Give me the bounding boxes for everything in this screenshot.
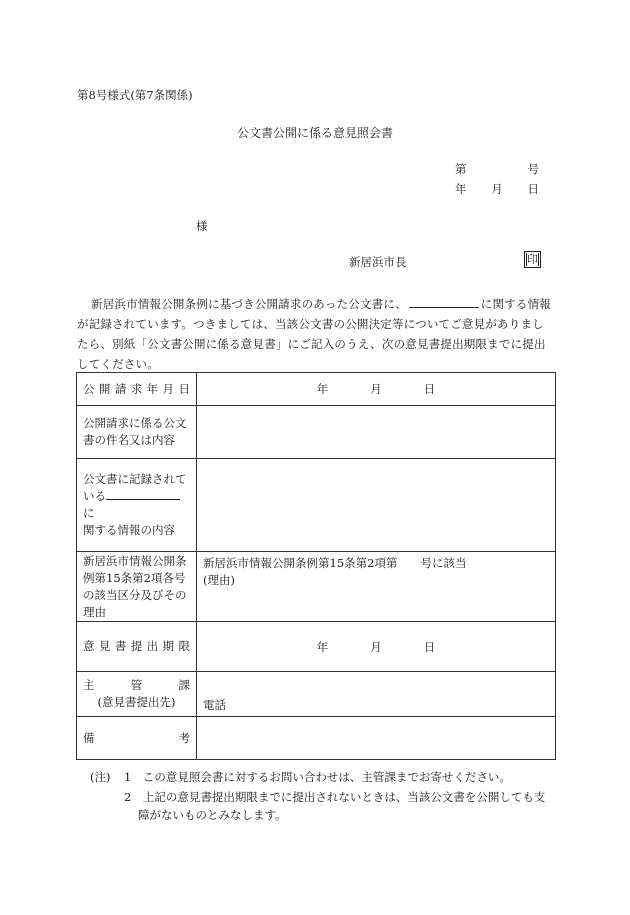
notes-heading: (注) <box>90 770 111 784</box>
label-char: 見 <box>98 639 111 653</box>
label-line: の該当区分及びその <box>83 587 187 602</box>
remarks-value[interactable] <box>197 717 556 760</box>
note-2-cont: 障がないものとみなします。 <box>138 808 287 822</box>
note-1: 1 この意見照会書に対するお問い合わせは、主管課までお寄せください。 <box>124 770 511 784</box>
remarks-label <box>77 717 197 760</box>
table-row <box>77 373 556 406</box>
label-line: 新居浜市情報公開条 <box>83 553 187 568</box>
deadline-label <box>77 622 197 672</box>
label-part: に <box>83 506 95 520</box>
table-row <box>77 622 556 672</box>
table-row <box>77 406 556 459</box>
document-subject-value[interactable] <box>197 406 556 459</box>
recorded-info-label <box>77 459 197 552</box>
label-line: 理由 <box>83 604 106 619</box>
date-day: 日 <box>423 639 436 654</box>
label-line: 書の件名又は内容 <box>83 433 175 447</box>
department-value[interactable] <box>197 672 556 717</box>
value-line: 新居浜市情報公開条例第15条第2項第 号に該当 <box>203 556 467 570</box>
label-char: 意 <box>83 639 95 653</box>
label-char: 管 <box>130 678 143 692</box>
date-month: 月 <box>491 182 503 196</box>
label-line: (意見書提出先) <box>97 695 176 709</box>
info-table <box>76 372 556 760</box>
document-number <box>455 161 539 177</box>
recorded-info-value[interactable] <box>197 459 556 552</box>
ordinance-clause-label <box>77 552 197 622</box>
blank-line <box>409 296 479 308</box>
date-day: 日 <box>527 182 539 196</box>
label-line: 公開請求に係る公文 <box>83 416 187 430</box>
ordinance-clause-value[interactable] <box>197 552 556 622</box>
date-month: 月 <box>370 639 382 654</box>
label-char: 求 <box>130 381 143 396</box>
body-line-3: たら、別紙「公文書公開に係る意見書」にご記入のうえ、次の意見書提出期限までに提出 <box>77 337 546 351</box>
label-char: 日 <box>178 381 190 396</box>
phone-label: 電話 <box>203 698 226 712</box>
label-char: 課 <box>178 678 190 692</box>
page-title: 公文書公開に係る意見照会書 <box>236 126 393 140</box>
label-line: 公文書に記録されて <box>83 472 187 486</box>
table-row <box>77 459 556 552</box>
sender-name: 新居浜市長 <box>349 255 407 269</box>
form-label: 第8号様式(第7条関係) <box>77 88 193 102</box>
label-char: 期 <box>162 639 175 653</box>
label-char: 請 <box>114 381 127 396</box>
label-char: 備 <box>83 730 95 745</box>
label-char: 月 <box>162 381 175 396</box>
body-line-1b: に関する情報 <box>480 297 551 311</box>
date-year: 年 <box>316 382 329 396</box>
seal-text: 印 <box>527 253 538 266</box>
label-char: 出 <box>146 639 159 653</box>
table-row <box>77 552 556 622</box>
deadline-value[interactable] <box>197 622 556 672</box>
date-month: 月 <box>370 382 382 396</box>
label-char: 限 <box>178 639 190 653</box>
document-subject-label <box>77 406 197 459</box>
request-date-value[interactable] <box>197 373 556 406</box>
date-year: 年 <box>455 182 467 196</box>
label-char: 公 <box>83 381 95 396</box>
body-line-1 <box>91 296 551 312</box>
label-char: 主 <box>83 678 95 692</box>
number-suffix: 号 <box>527 162 539 176</box>
label-char: 提 <box>130 639 143 653</box>
label-char: 年 <box>146 381 159 396</box>
number-prefix: 第 <box>455 162 467 176</box>
body-line-4: してください。 <box>77 357 159 371</box>
request-date-label <box>77 373 197 406</box>
label-char: 考 <box>178 730 190 745</box>
seal-stamp <box>524 251 541 268</box>
label-char: 開 <box>98 381 111 396</box>
addressee: 様 <box>196 219 208 233</box>
note-2: 2 上記の意見書提出期限までに提出されないときは、当該公文書を公開しても支 <box>124 790 546 804</box>
table-row <box>77 717 556 760</box>
blank-line <box>106 488 180 500</box>
label-line: 関する情報の内容 <box>83 523 175 537</box>
label-char: 書 <box>114 639 127 653</box>
date-year: 年 <box>316 639 329 654</box>
value-line: (理由) <box>203 573 235 587</box>
department-label <box>77 672 197 717</box>
body-line-2: が記録されています。つきましては、当該公文書の公開決定等についてご意見がありまし <box>77 317 544 331</box>
label-line: 例第15条第2項各号 <box>83 570 186 585</box>
date-day: 日 <box>423 382 436 396</box>
document-date <box>455 181 539 197</box>
table-row <box>77 672 556 717</box>
label-part: いる <box>83 489 106 503</box>
label-line <box>83 488 190 522</box>
body-line-1a: 新居浜市情報公開条例に基づき公開請求のあった公文書に、 <box>91 297 407 311</box>
